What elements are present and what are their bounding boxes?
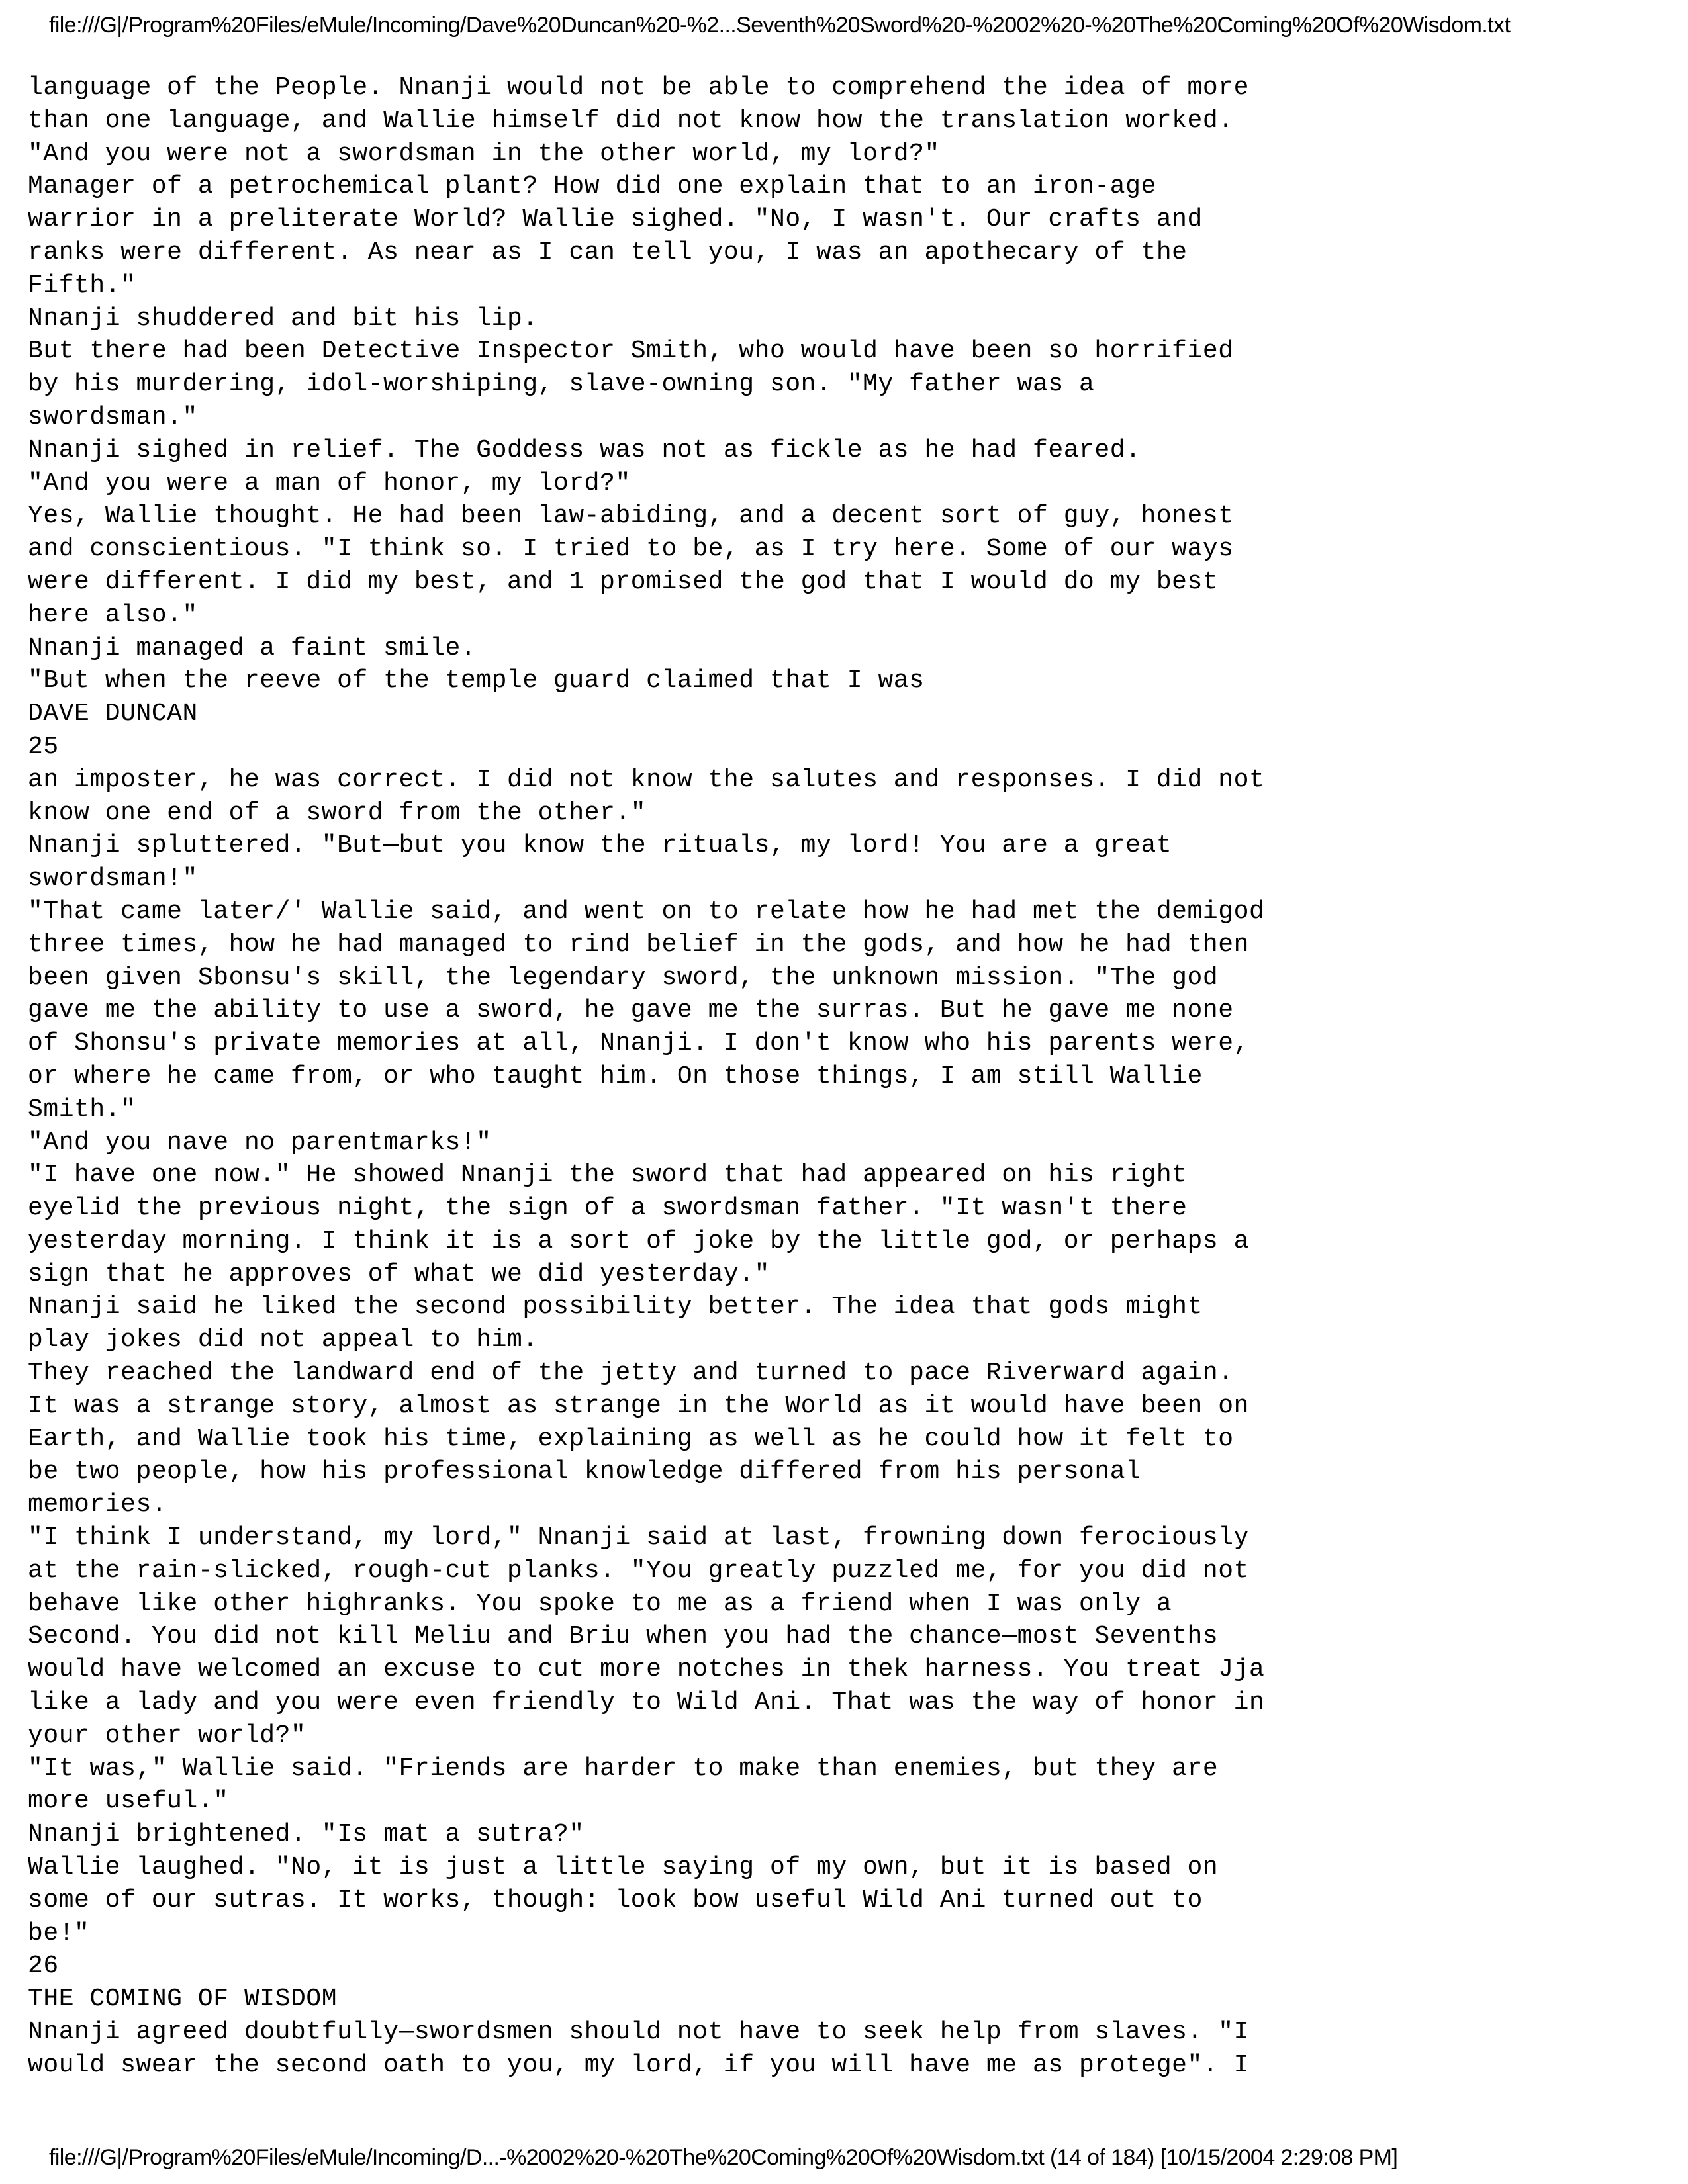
text-line: warrior in a preliterate World? Wallie sighed. "No, I wasn't. Our crafts and [28,205,1203,234]
text-line: swordsman!" [28,864,198,893]
text-line: Manager of a petrochemical plant? How did one explain that to an iron-age [28,172,1156,201]
text-line: Nnanji said he liked the second possibility better. The idea that gods might [28,1293,1203,1322]
text-line: Yes, Wallie thought. He had been law-abiding, and a decent sort of guy, honest [28,502,1234,531]
text-line: three times, how he had managed to rind belief in the gods, and how he had then [28,930,1249,959]
text-line: be!" [28,1919,90,1948]
page-header-url: file:///G|/Program%20Files/eMule/Incoming/Dave%20Duncan%20-%2...Seventh%20Sword%20-%2002%20-%20The%20Coming%20Of%20Wisdom.txt [49,13,1511,38]
text-line: your other world?" [28,1721,306,1750]
text-line: "And you nave no parentmarks!" [28,1128,492,1157]
text-line: some of our sutras. It works, though: look bow useful Wild Ani turned out to [28,1886,1203,1915]
text-line: Nnanji brightened. "Is mat a sutra?" [28,1820,585,1849]
text-line: know one end of a sword from the other." [28,798,647,827]
page-footer-url: file:///G|/Program%20Files/eMule/Incoming/D...-%2002%20-%20The%20Coming%20Of%20Wisdom.txt (14 of 184) [10/15/2004 2:29:08 PM] [49,2145,1398,2170]
text-line: by his murdering, idol-worshiping, slave-owning son. "My father was a [28,370,1095,399]
text-line: would have welcomed an excuse to cut more notches in thek harness. You treat Jja [28,1655,1265,1684]
text-line: Smith." [28,1095,136,1124]
text-line: "And you were not a swordsman in the other world, my lord?" [28,139,940,168]
text-line: of Shonsu's private memories at all, Nnanji. I don't know who his parents were, [28,1029,1249,1058]
text-line: Nnanji managed a faint smile. [28,633,477,662]
text-line: or where he came from, or who taught him. On those things, I am still Wallie [28,1062,1203,1091]
text-line: THE COMING OF WISDOM [28,1985,338,2014]
text-line: than one language, and Wallie himself did not know how the translation worked. [28,106,1234,135]
text-line: behave like other highranks. You spoke to me as a friend when I was only a [28,1589,1172,1618]
text-line: at the rain-slicked, rough-cut planks. "You greatly puzzled me, for you did not [28,1556,1249,1585]
text-line: an imposter, he was correct. I did not know the salutes and responses. I did not [28,765,1265,794]
text-line: Wallie laughed. "No, it is just a little saying of my own, but it is based on [28,1853,1219,1882]
text-line: and conscientious. "I think so. I tried to be, as I try here. Some of our ways [28,535,1234,564]
text-line: play jokes did not appeal to him. [28,1326,538,1355]
text-line: sign that he approves of what we did yesterday." [28,1259,770,1289]
text-line: memories. [28,1490,167,1520]
text-line: were different. I did my best, and 1 promised the god that I would do my best [28,567,1219,596]
text-line: been given Sbonsu's skill, the legendary sword, the unknown mission. "The god [28,963,1219,992]
text-line: swordsman." [28,402,198,432]
text-line: 26 [28,1952,59,1981]
text-line: here also." [28,600,198,629]
text-line: "But when the reeve of the temple guard claimed that I was [28,666,925,696]
text-line: Second. You did not kill Meliu and Briu when you had the chance—most Sevenths [28,1622,1219,1651]
text-line: "That came later/' Wallie said, and went on to relate how he had met the demigod [28,897,1265,926]
text-line: 25 [28,732,59,761]
text-line: Nnanji shuddered and bit his lip. [28,304,538,333]
text-line: yesterday morning. I think it is a sort of joke by the little god, or perhaps a [28,1226,1249,1255]
text-line: "It was," Wallie said. "Friends are harder to make than enemies, but they are [28,1754,1219,1783]
text-line: ranks were different. As near as I can tell you, I was an apothecary of the [28,238,1188,267]
text-line: be two people, how his professional knowledge differed from his personal [28,1457,1141,1486]
text-line: Fifth." [28,271,136,300]
text-line: would swear the second oath to you, my lord, if you will have me as protege". I [28,2050,1249,2079]
text-line: Nnanji sighed in relief. The Goddess was not as fickle as he had feared. [28,435,1141,465]
text-line: "And you were a man of honor, my lord?" [28,469,631,498]
text-line: "I have one now." He showed Nnanji the sword that had appeared on his right [28,1161,1188,1190]
text-line: more useful." [28,1787,229,1816]
text-line: But there had been Detective Inspector Smith, who would have been so horrified [28,337,1234,366]
text-line: like a lady and you were even friendly to Wild Ani. That was the way of honor in [28,1688,1265,1717]
text-line: language of the People. Nnanji would not be able to comprehend the idea of more [28,73,1249,102]
text-line: Nnanji agreed doubtfully—swordsmen should not have to seek help from slaves. "I [28,2018,1249,2047]
text-line: Earth, and Wallie took his time, explaining as well as he could how it felt to [28,1424,1234,1453]
text-line: "I think I understand, my lord," Nnanji said at last, frowning down ferociously [28,1524,1249,1553]
document-body [28,71,1365,2082]
text-line: DAVE DUNCAN [28,700,198,729]
text-line: Nnanji spluttered. "But—but you know the rituals, my lord! You are a great [28,831,1172,860]
text-line: eyelid the previous night, the sign of a swordsman father. "It wasn't there [28,1194,1188,1223]
text-line: gave me the ability to use a sword, he gave me the surras. But he gave me none [28,996,1234,1025]
text-line: It was a strange story, almost as strange in the World as it would have been on [28,1391,1249,1420]
text-line: They reached the landward end of the jetty and turned to pace Riverward again. [28,1359,1234,1388]
